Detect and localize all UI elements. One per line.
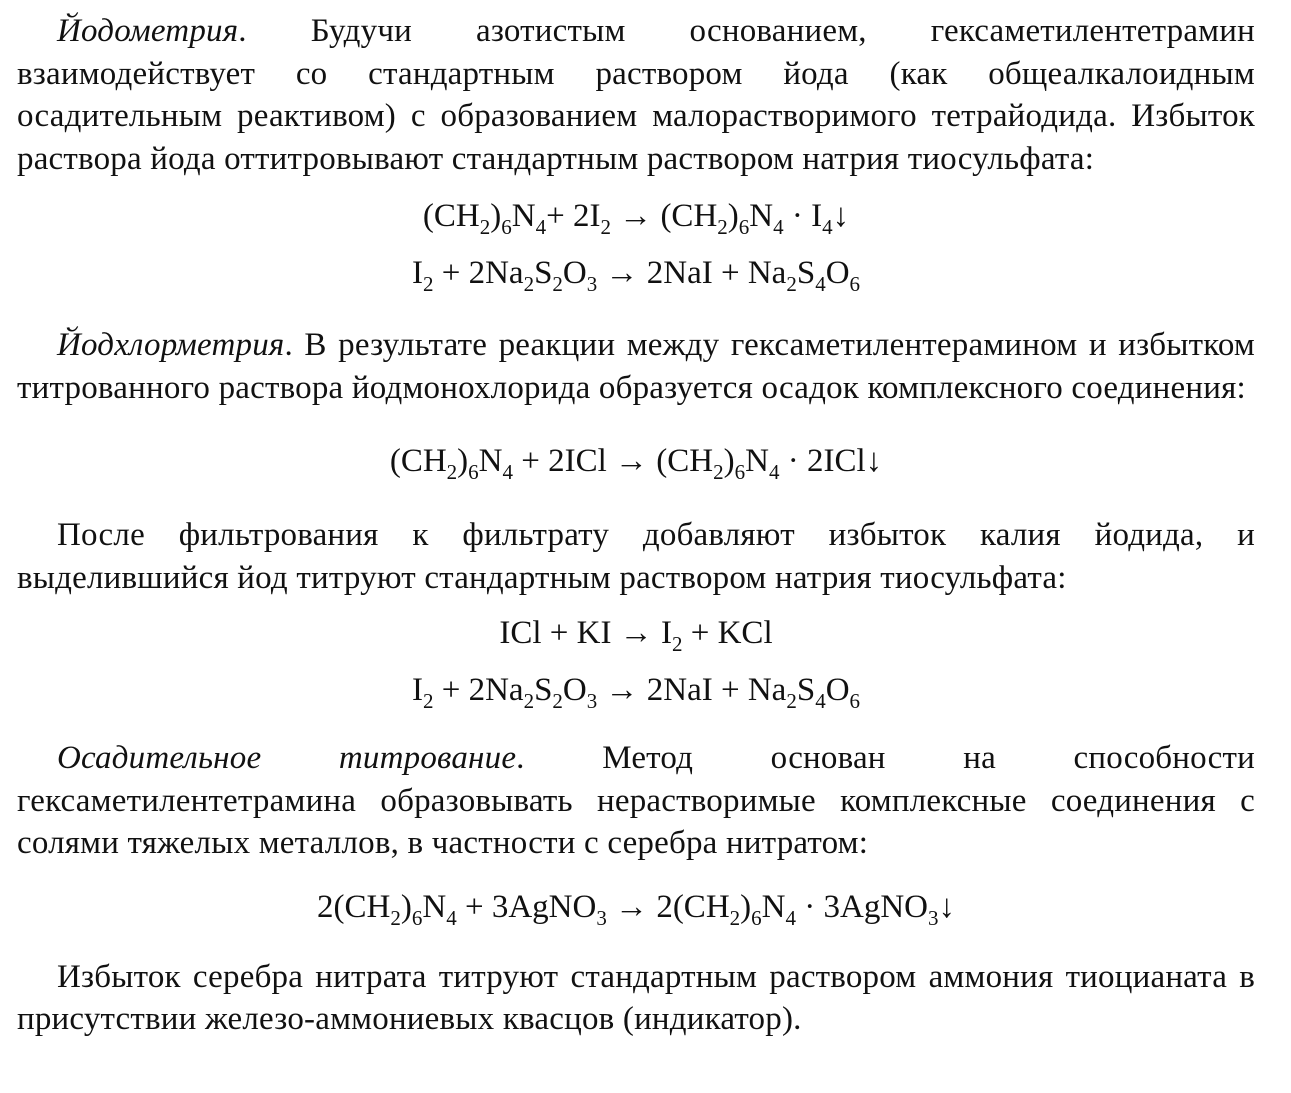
subscript: 6 <box>501 215 512 239</box>
subscript: 2 <box>717 215 728 239</box>
subscript: 2 <box>422 689 434 713</box>
subscript: 2 <box>390 905 401 930</box>
subscript: 2 <box>600 215 611 239</box>
subscript: 6 <box>468 460 479 484</box>
subscript: 4 <box>773 215 784 239</box>
term-iodometry: Йодометрия <box>57 13 239 49</box>
subscript: 2 <box>422 272 434 296</box>
paragraph-iodometry <box>17 10 1255 180</box>
paragraph-text: После фильтрования к фильтрату добавляют избыток калия йодида, и выделившийся йод титруют стандартным раствором натрия тиосульфата: <box>17 517 1255 596</box>
subscript: 2 <box>552 272 563 296</box>
subscript: 4 <box>535 215 547 239</box>
subscript: 4 <box>785 905 796 930</box>
subscript: 2 <box>713 460 724 484</box>
paragraph-text: Избыток серебра нитрата титруют стандартным раствором аммония тиоцианата в присутствии железо-аммониевых квасцов (индикатор). <box>17 958 1255 1037</box>
subscript: 6 <box>849 272 861 296</box>
subscript: 6 <box>849 689 861 713</box>
subscript: 2 <box>552 689 563 713</box>
subscript: 4 <box>815 689 826 713</box>
subscript: 2 <box>786 272 797 296</box>
paragraph-text: . Метод основан на способности гексаметилентетрамина образовывать нерастворимые комплексные соединения с солями тяжелых металлов, в частности с серебра нитратом: <box>17 740 1256 861</box>
paragraph-iodochlorometry <box>17 324 1255 409</box>
paragraph-precipitation <box>17 737 1255 865</box>
equation-block-iodometry <box>17 198 1255 296</box>
subscript: 2 <box>729 905 741 930</box>
equation-4: ICl + KI → $I_2$ + KCl <box>499 615 773 656</box>
subscript: 4 <box>822 215 833 239</box>
subscript: 3 <box>927 905 939 930</box>
paragraph-text: . Будучи азотистым основанием, гексаметилентетрамин взаимодействует со стандартным раствором йода (как общеалкалоидным осадительным реактивом) с образованием малорастворимого тетрайодида. Избыток раствора йода оттитровывают стандартным раствором натрия тиосульфата: <box>17 13 1255 177</box>
paragraph-excess-silver <box>17 956 1255 1041</box>
subscript: 3 <box>586 689 598 713</box>
subscript: 6 <box>751 905 762 930</box>
equation-2: $I_2 + 2Na_2S_2O_3 \to 2NaI + Na_2S_4O_6$ <box>411 255 861 296</box>
equation-3: $(CH_2)_6N_4 + 2ICl \to (CH_2)_6N_4$ · 2ICl↓ <box>389 443 883 484</box>
subscript: 3 <box>596 905 607 930</box>
subscript: 4 <box>815 272 826 296</box>
subscript: 2 <box>446 460 458 484</box>
subscript: 2 <box>479 215 491 239</box>
equation-5: $I_2 + 2Na_2S_2O_3 \to 2NaI + Na_2S_4O_6$ <box>411 672 861 713</box>
subscript: 4 <box>768 460 780 484</box>
equation-6: $2(CH_2)_6N_4$ + 3AgNO$_3$ → $2(CH_2)_6N_4$ · 3AgNO$_3$↓ <box>317 888 955 930</box>
equation-1: $(CH_2)_6N_4+ 2I_2 \to (CH_2)_6N_4$ · $I_4↓$ <box>422 198 850 239</box>
subscript: 3 <box>586 272 598 296</box>
subscript: 2 <box>671 632 683 656</box>
subscript: 4 <box>502 460 514 484</box>
subscript: 2 <box>523 272 535 296</box>
paragraph-text: . В результате реакции между гексаметилентерамином и избытком титрованного раствора йодмонохлорида образуется осадок комплексного соединения: <box>17 327 1255 406</box>
subscript: 6 <box>411 905 423 930</box>
subscript: 2 <box>523 689 535 713</box>
subscript: 6 <box>734 460 746 484</box>
term-precipitation: Осадительное титрование <box>57 740 517 776</box>
term-iodochlorometry: Йодхлорметрия <box>57 327 285 363</box>
paragraph-filtration <box>17 514 1255 599</box>
subscript: 4 <box>446 905 457 930</box>
subscript: 2 <box>786 689 797 713</box>
subscript: 6 <box>738 215 750 239</box>
